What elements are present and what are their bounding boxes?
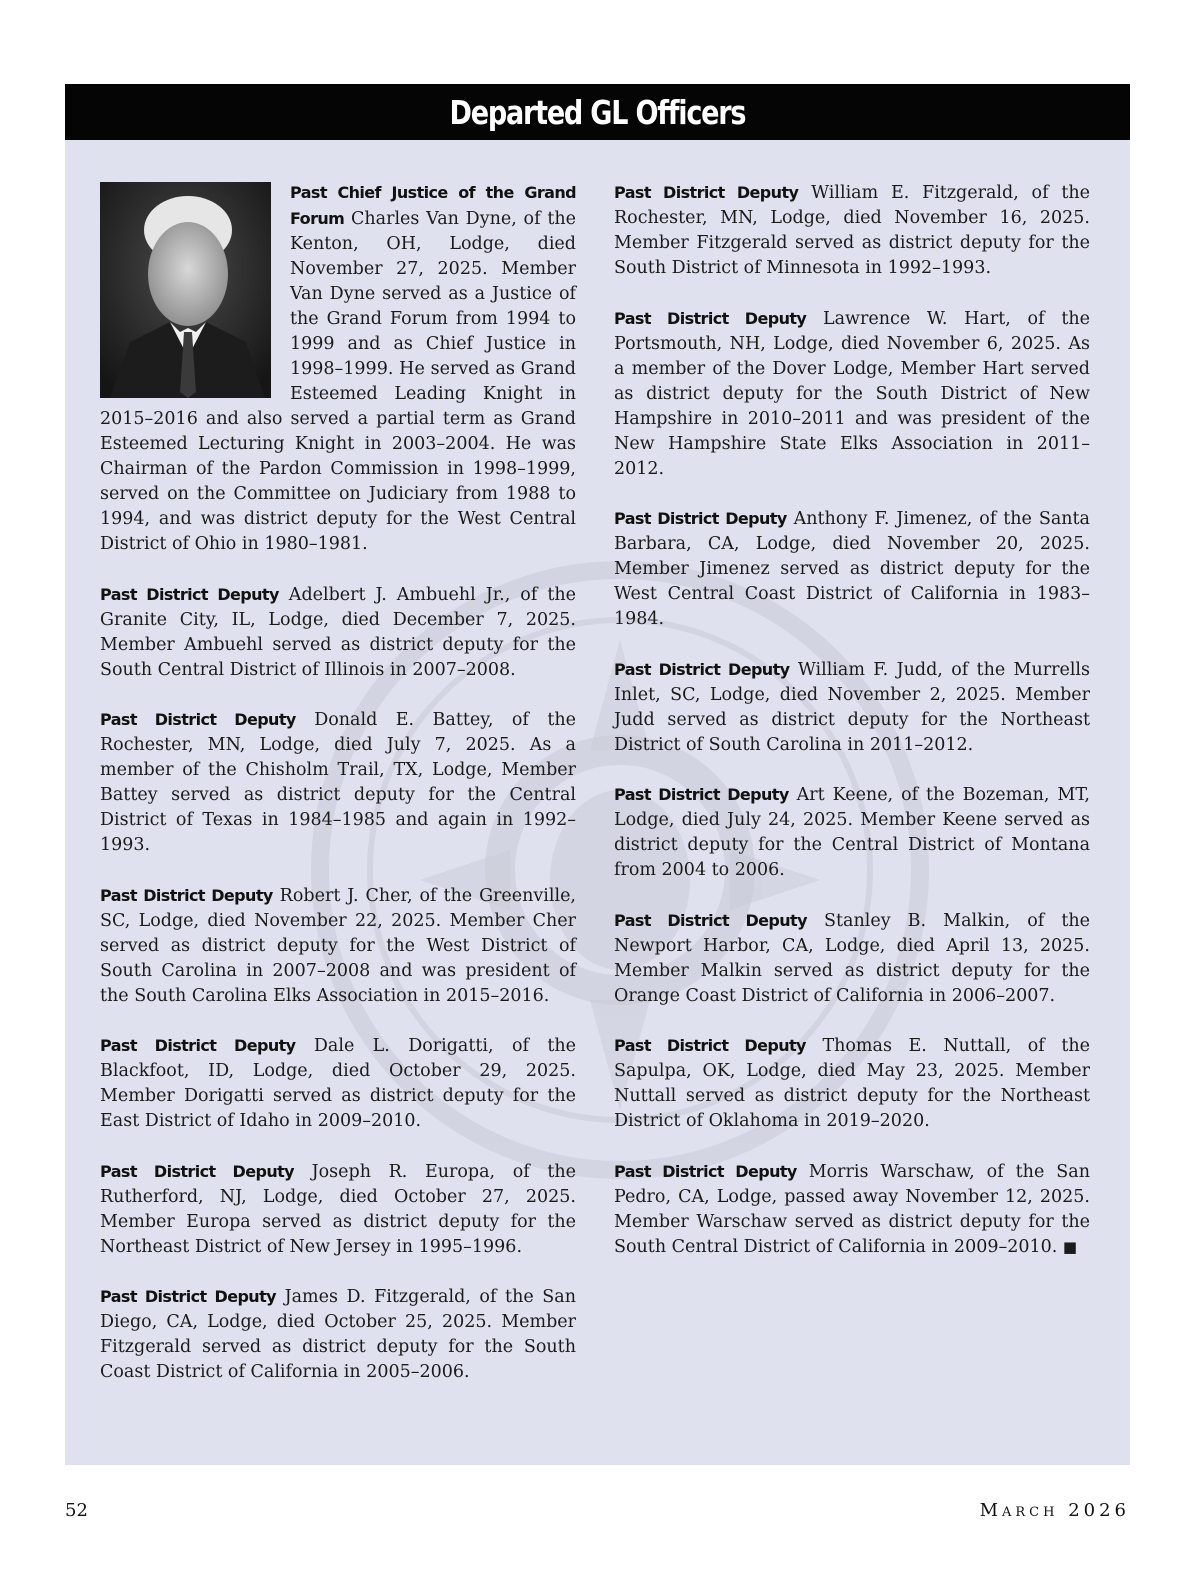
page-title: Departed GL Officers — [449, 92, 746, 132]
entry-text: Dale L. Dorigatti, of the Blackfoot, ID, Lodge, died October 29, 2025. Member Dorigatti served as district deputy for the East District of Idaho in 2009–2010. — [100, 1036, 576, 1131]
entry-text: Robert J. Cher, of the Greenville, SC, Lodge, died November 22, 2025. Member Cher served as district deputy for the West District of South Carolina in 2007–2008 and was president of the South Carolina Elks Association in 2015–2016. — [100, 885, 576, 1006]
rank-label: Past District Deputy — [100, 584, 279, 604]
obituary-entry — [100, 883, 576, 1009]
entry-text: Adelbert J. Ambuehl Jr., of the Granite City, IL, Lodge, died December 7, 2025. Member Ambuehl served as district deputy for the South Central District of Illinois in 2007–2008. — [100, 584, 576, 680]
page-number: 52 — [65, 1500, 88, 1521]
entry-text: William F. Judd, of the Murrells Inlet, SC, Lodge, died November 2, 2025. Member Judd served as district deputy for the Northeast District of South Carolina in 2011–2012. — [614, 659, 1090, 755]
rank-label: Past Chief Justice of the Grand Forum — [290, 183, 576, 228]
rank-label: Past District Deputy — [100, 1161, 295, 1181]
entry-text: Joseph R. Europa, of the Rutherford, NJ, Lodge, died October 27, 2025. Member Europa served as district deputy for the Northeast District of New Jersey in 1995–1996. — [100, 1161, 576, 1257]
obituary-entry — [100, 707, 576, 858]
obituary-entry — [614, 506, 1090, 632]
portrait-photo — [100, 182, 271, 398]
obituary-entry — [100, 1033, 576, 1134]
end-of-article-mark: ■ — [1062, 1237, 1078, 1256]
rank-label: Past District Deputy — [614, 308, 807, 328]
rank-label: Past District Deputy — [614, 785, 789, 804]
entry-text: Morris Warschaw, of the San Pedro, CA, Lodge, passed away November 12, 2025. Member Warschaw served as district deputy for the South Central District of California in 2009–2010. — [614, 1161, 1090, 1257]
obituary-entry — [614, 180, 1090, 281]
rank-label: Past District Deputy — [614, 1036, 806, 1055]
rank-label: Past District Deputy — [100, 1036, 296, 1055]
entry-text: Thomas E. Nuttall, of the Sapulpa, OK, Lodge, died May 23, 2025. Member Nuttall served as district deputy for the Northeast District of Oklahoma in 2019–2020. — [614, 1036, 1090, 1131]
rank-label: Past District Deputy — [614, 1161, 797, 1181]
entry-text: Art Keene, of the Bozeman, MT, Lodge, died July 24, 2025. Member Keene served as district deputy for the Central District of Montana from 2004 to 2006. — [614, 785, 1090, 880]
obituary-entry — [614, 1033, 1090, 1134]
right-column — [614, 180, 1090, 1284]
obituary-entry — [614, 908, 1090, 1009]
rank-label: Past District Deputy — [614, 659, 790, 679]
rank-label: Past District Deputy — [100, 885, 273, 905]
obituary-entry — [614, 306, 1090, 482]
entry-text: Stanley B. Malkin, of the Newport Harbor, CA, Lodge, died April 13, 2025. Member Malkin served as district deputy for the Orange Coast District of California in 2006–2007. — [614, 910, 1090, 1006]
entry-text: Donald E. Battey, of the Rochester, MN, Lodge, died July 7, 2025. As a member of the Chisholm Trail, TX, Lodge, Member Battey served as district deputy for the Central District of Texas in 1984–1985 and again in 1992–1993. — [100, 710, 576, 855]
header-bar — [65, 84, 1130, 140]
obituary-entry — [614, 782, 1090, 883]
rank-label: Past District Deputy — [100, 1287, 276, 1306]
rank-label: Past District Deputy — [614, 183, 799, 202]
entry-text: Lawrence W. Hart, of the Portsmouth, NH, Lodge, died November 6, 2025. As a member of the Dover Lodge, Member Hart served as district deputy for the South District of New Hampshire in 2010–2011 and was president of the New Hampshire State Elks Association in 2011–2012. — [614, 308, 1090, 479]
entry-text: William E. Fitzgerald, of the Rochester, MN, Lodge, died November 16, 2025. Member Fitzgerald served as district deputy for the South District of Minnesota in 1992–1993. — [614, 183, 1090, 278]
obituary-entry — [100, 1284, 576, 1385]
rank-label: Past District Deputy — [614, 509, 787, 528]
entry-text: James D. Fitzgerald, of the San Diego, CA, Lodge, died October 25, 2025. Member Fitzgerald served as district deputy for the South Coast District of California in 2005–2006. — [100, 1287, 576, 1382]
left-column — [100, 180, 576, 1410]
entry-text: Anthony F. Jimenez, of the Santa Barbara, CA, Lodge, died November 20, 2025. Member Jimenez served as district deputy for the West Central Coast District of California in 1983–1984. — [614, 509, 1090, 629]
entry-text: Charles Van Dyne, of the Kenton, OH, Lodge, died November 27, 2025. Member Van Dyne served as a Justice of the Grand Forum from 1994 to 1999 and as Chief Justice in 1998–1999. He served as Grand Esteemed Leading Knight in 2015–2016 and also served a partial term as Grand Esteemed Lecturing Knight in 2003–2004. He was Chairman of the Pardon Commission in 1998–1999, served on the Committee on Judiciary from 1988 to 1994, and was district deputy for the West Central District of Ohio in 1980–1981. — [100, 209, 576, 554]
rank-label: Past District Deputy — [614, 910, 807, 930]
obituary-entry — [100, 1159, 576, 1260]
rank-label: Past District Deputy — [100, 710, 296, 729]
obituary-entry — [614, 1159, 1090, 1260]
issue-date: March 2026 — [979, 1500, 1130, 1521]
obituary-entry — [100, 582, 576, 683]
obituary-entry — [614, 657, 1090, 758]
